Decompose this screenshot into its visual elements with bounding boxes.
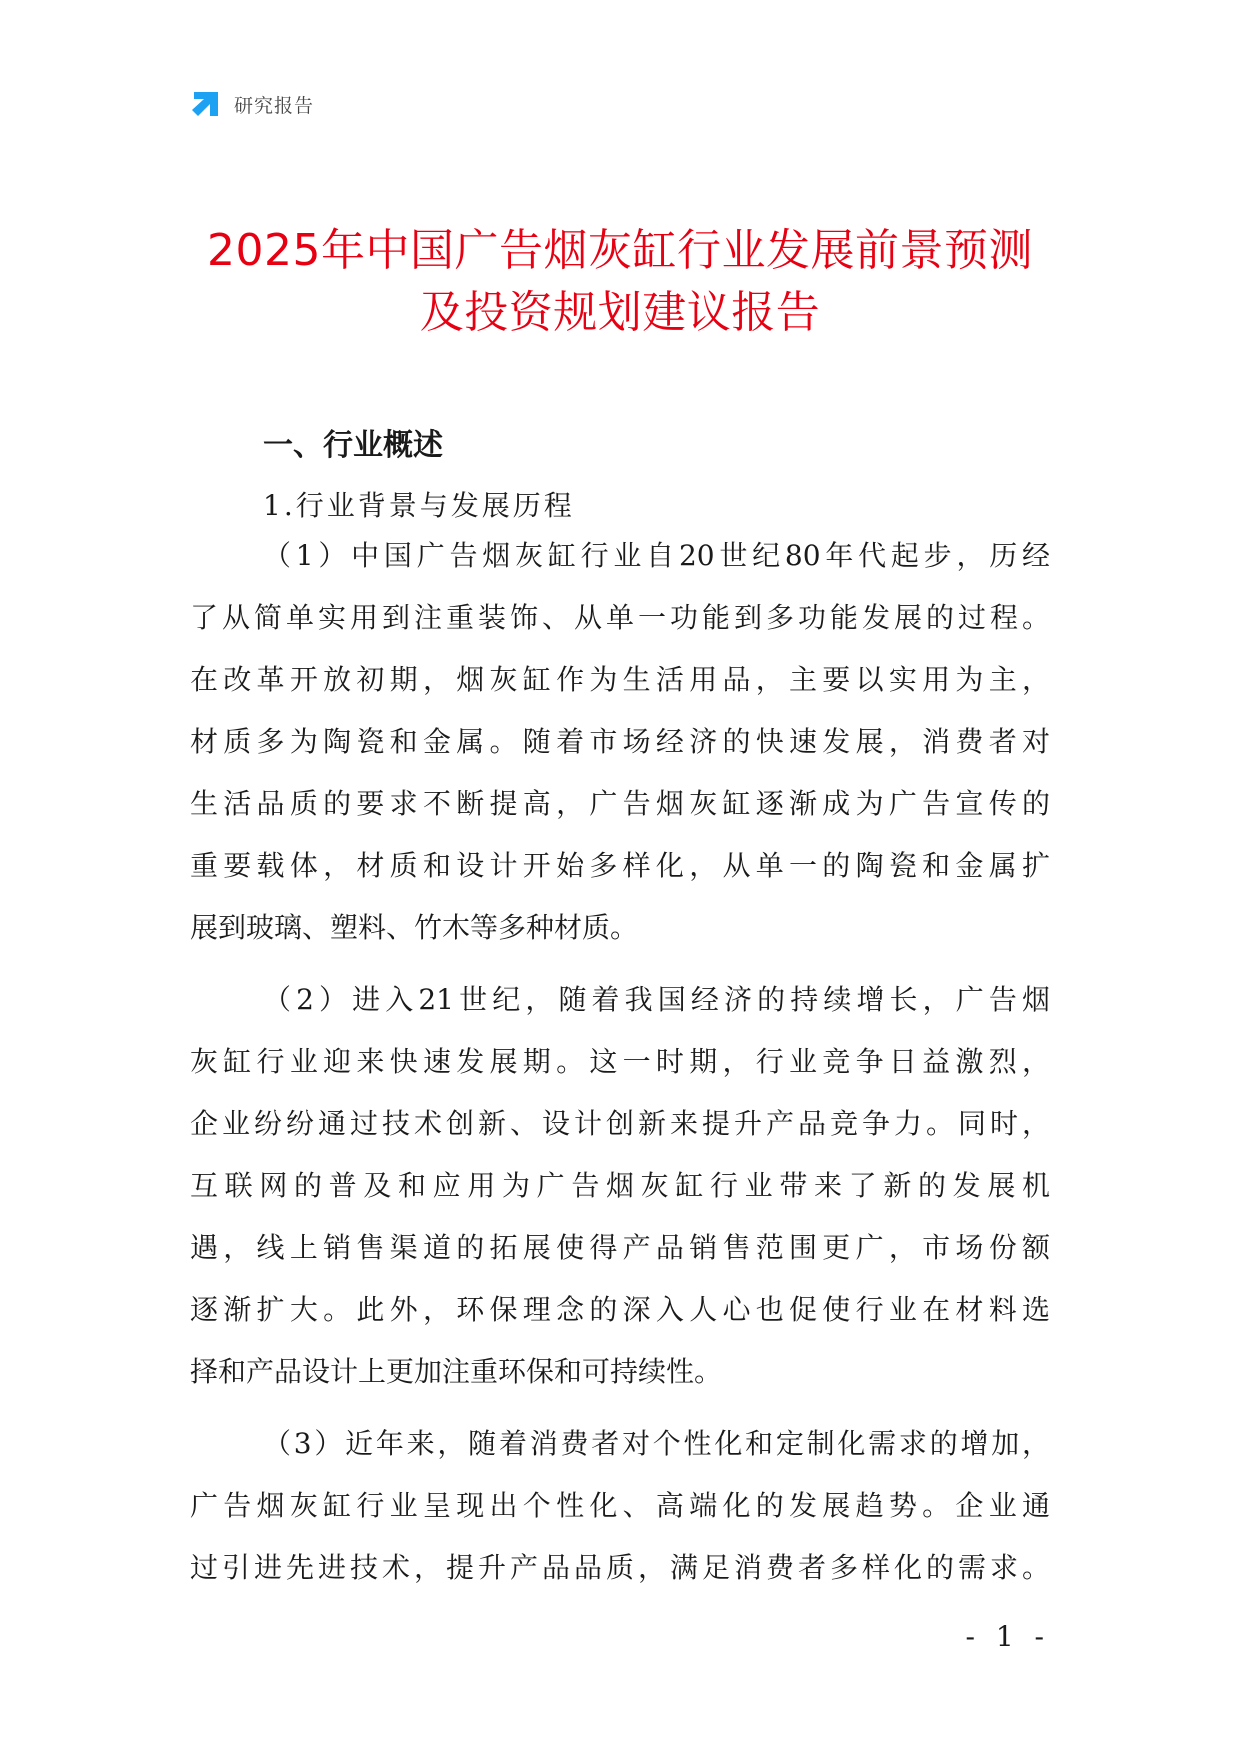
- paragraph-1: [190, 525, 1050, 959]
- paragraph-line: 广告烟灰缸行业呈现出个性化、高端化的发展趋势。企业通: [190, 1489, 1050, 1522]
- paragraph-2: [190, 969, 1050, 1403]
- subheading: 1.行业背景与发展历程: [263, 489, 575, 522]
- arrow-up-right-icon: [190, 88, 222, 120]
- header: [190, 88, 314, 120]
- paragraph-3: [190, 1413, 1050, 1599]
- paragraph-line: 了从简单实用到注重装饰、从单一功能到多功能发展的过程。: [190, 601, 1050, 634]
- paragraph-line: 生活品质的要求不断提高，广告烟灰缸逐渐成为广告宣传的: [190, 787, 1050, 820]
- paragraph-line: 过引进先进技术，提升产品品质，满足消费者多样化的需求。: [190, 1551, 1050, 1584]
- section-heading: 一、行业概述: [263, 428, 443, 463]
- page-number: - 1 -: [965, 1620, 1050, 1653]
- paragraph-line: 重要载体，材质和设计开始多样化，从单一的陶瓷和金属扩: [190, 849, 1050, 882]
- paragraph-line: 材质多为陶瓷和金属。随着市场经济的快速发展，消费者对: [190, 725, 1050, 758]
- report-title-line-1: 2025年中国广告烟灰缸行业发展前景预测: [207, 225, 1033, 276]
- paragraph-line: 在改革开放初期，烟灰缸作为生活用品，主要以实用为主，: [190, 663, 1050, 696]
- paragraph-line: 展到玻璃、塑料、竹木等多种材质。: [190, 911, 639, 944]
- paragraph-line: （2）进入21世纪，随着我国经济的持续增长，广告烟: [263, 983, 1050, 1016]
- paragraph-line: 逐渐扩大。此外，环保理念的深入人心也促使行业在材料选: [190, 1293, 1050, 1326]
- header-label: 研究报告: [234, 94, 315, 117]
- paragraph-line: （1）中国广告烟灰缸行业自20世纪80年代起步，历经: [263, 539, 1050, 572]
- report-title-line-2: 及投资规划建议报告: [419, 287, 821, 338]
- paragraph-line: 灰缸行业迎来快速发展期。这一时期，行业竞争日益激烈，: [190, 1045, 1050, 1078]
- paragraph-line: 遇，线上销售渠道的拓展使得产品销售范围更广，市场份额: [190, 1231, 1050, 1264]
- paragraph-line: （3）近年来，随着消费者对个性化和定制化需求的增加，: [263, 1427, 1050, 1460]
- paragraph-line: 企业纷纷通过技术创新、设计创新来提升产品竞争力。同时，: [190, 1107, 1050, 1140]
- paragraph-line: 择和产品设计上更加注重环保和可持续性。: [190, 1355, 723, 1388]
- paragraph-line: 互联网的普及和应用为广告烟灰缸行业带来了新的发展机: [190, 1169, 1050, 1202]
